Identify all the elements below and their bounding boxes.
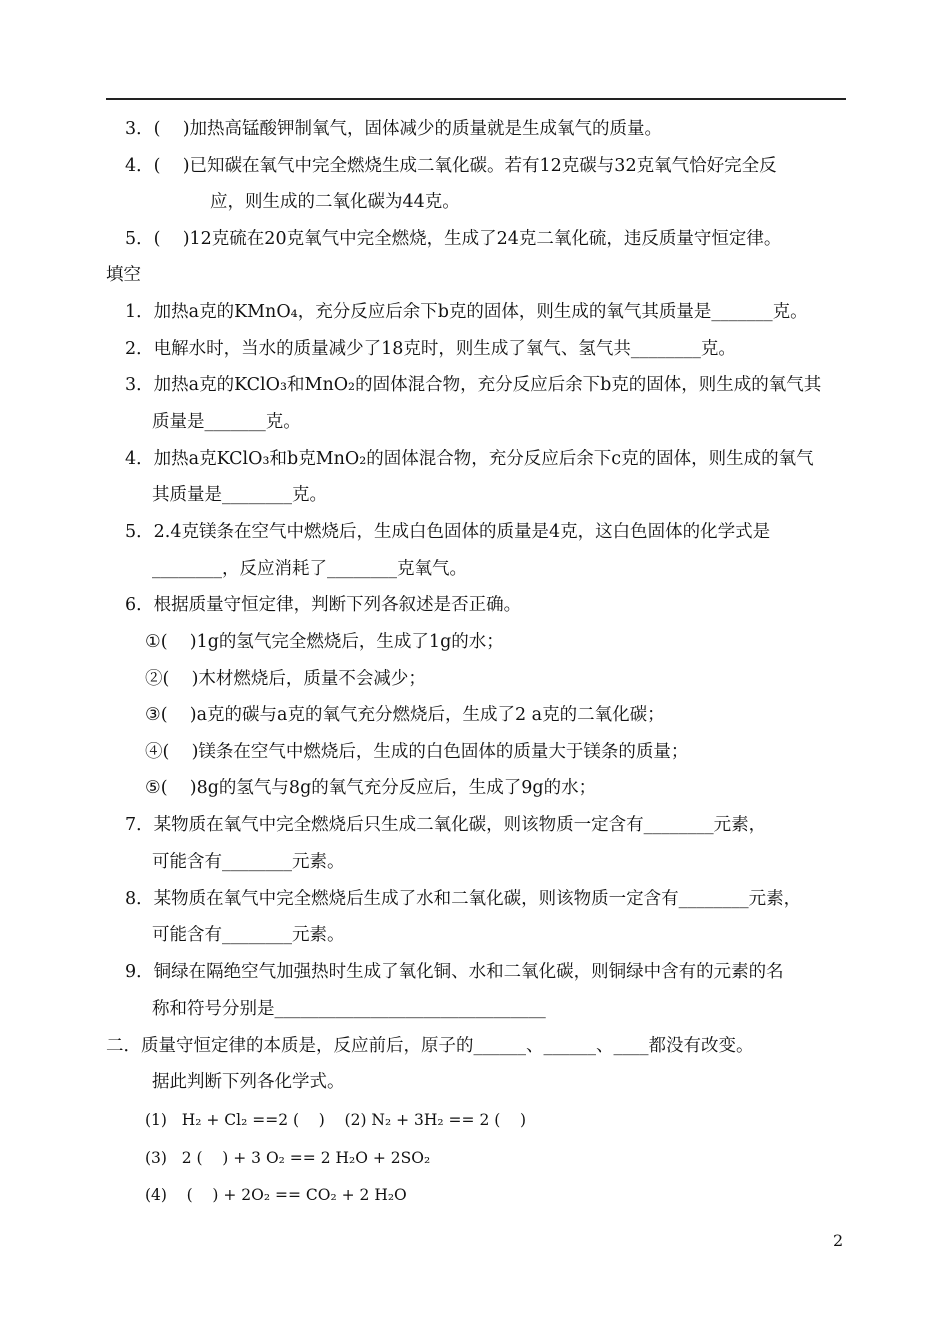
fill-item-7-cont: 可能含有________元素。 (152, 852, 345, 872)
fill-item-3-cont: 质量是_______克。 (152, 412, 301, 432)
judge-item-5: 5．( )12克硫在20克氧气中完全燃烧，生成了24克二氧化硫，违反质量守恒定律。 (125, 229, 782, 249)
section-two: 二．质量守恒定律的本质是，反应前后，原子的______、______、____都没有改变。 (106, 1036, 754, 1056)
fill-item-7: 7．某物质在氧气中完全燃烧后只生成二氧化碳，则该物质一定含有________元素， (125, 815, 767, 835)
judge-item-4: 4．( )已知碳在氧气中完全燃烧生成二氧化碳。若有12克碳与32克氧气恰好完全反 (125, 156, 777, 176)
sub-item-3: ③( )a克的碳与a克的氧气充分燃烧后，生成了2 a克的二氧化碳； (145, 705, 665, 725)
fill-item-5: 5．2.4克镁条在空气中燃烧后，生成白色固体的质量是4克，这白色固体的化学式是 (125, 522, 771, 542)
fill-item-9: 9．铜绿在隔绝空气加强热时生成了氧化铜、水和二氧化碳，则铜绿中含有的元素的名 (125, 962, 784, 982)
header-rule (106, 98, 846, 100)
fill-item-2: 2．电解水时，当水的质量减少了18克时，则生成了氧气、氢气共________克。 (125, 339, 736, 359)
sub-item-5: ⑤( )8g的氢气与8g的氧气充分反应后，生成了9g的水； (145, 778, 597, 798)
equation-4: (4) ( ) + 2O₂ == CO₂ + 2 H₂O (145, 1186, 407, 1204)
fill-item-4-cont: 其质量是________克。 (152, 485, 327, 505)
section-title-fill: 填空 (106, 265, 141, 285)
fill-item-3: 3．加热a克的KClO₃和MnO₂的固体混合物，充分反应后余下b克的固体，则生成的氧气其 (125, 375, 822, 395)
section-two-intro: 据此判断下列各化学式。 (152, 1072, 345, 1092)
fill-item-8-cont: 可能含有________元素。 (152, 925, 345, 945)
judge-item-3: 3．( )加热高锰酸钾制氧气，固体减少的质量就是生成氧气的质量。 (125, 119, 663, 139)
fill-item-5-cont: ________，反应消耗了________克氧气。 (152, 559, 467, 579)
equation-1-2: (1) H₂ + Cl₂ ==2 ( ) (2) N₂ + 3H₂ == 2 ( ) (145, 1111, 527, 1129)
fill-item-1: 1．加热a克的KMnO₄，充分反应后余下b克的固体，则生成的氧气其质量是_______克。 (125, 302, 808, 322)
sub-item-2: ②( )木材燃烧后，质量不会减少； (145, 669, 426, 689)
sub-item-4: ④( )镁条在空气中燃烧后，生成的白色固体的质量大于镁条的质量； (145, 742, 689, 762)
sub-item-1: ①( )1g的氢气完全燃烧后，生成了1g的水； (145, 632, 504, 652)
fill-item-4: 4．加热a克KClO₃和b克MnO₂的固体混合物，充分反应后余下c克的固体，则生成的氧气 (125, 449, 814, 469)
fill-item-8: 8．某物质在氧气中完全燃烧后生成了水和二氧化碳，则该物质一定含有________元素， (125, 889, 802, 909)
fill-item-9-cont: 称和符号分别是_______________________________ (152, 999, 546, 1019)
judge-item-4-cont: 应，则生成的二氧化碳为44克。 (210, 192, 460, 212)
equation-3: (3) 2 ( ) + 3 O₂ == 2 H₂O + 2SO₂ (145, 1149, 431, 1167)
fill-item-6: 6．根据质量守恒定律，判断下列各叙述是否正确。 (125, 595, 522, 615)
page-number: 2 (833, 1231, 844, 1250)
